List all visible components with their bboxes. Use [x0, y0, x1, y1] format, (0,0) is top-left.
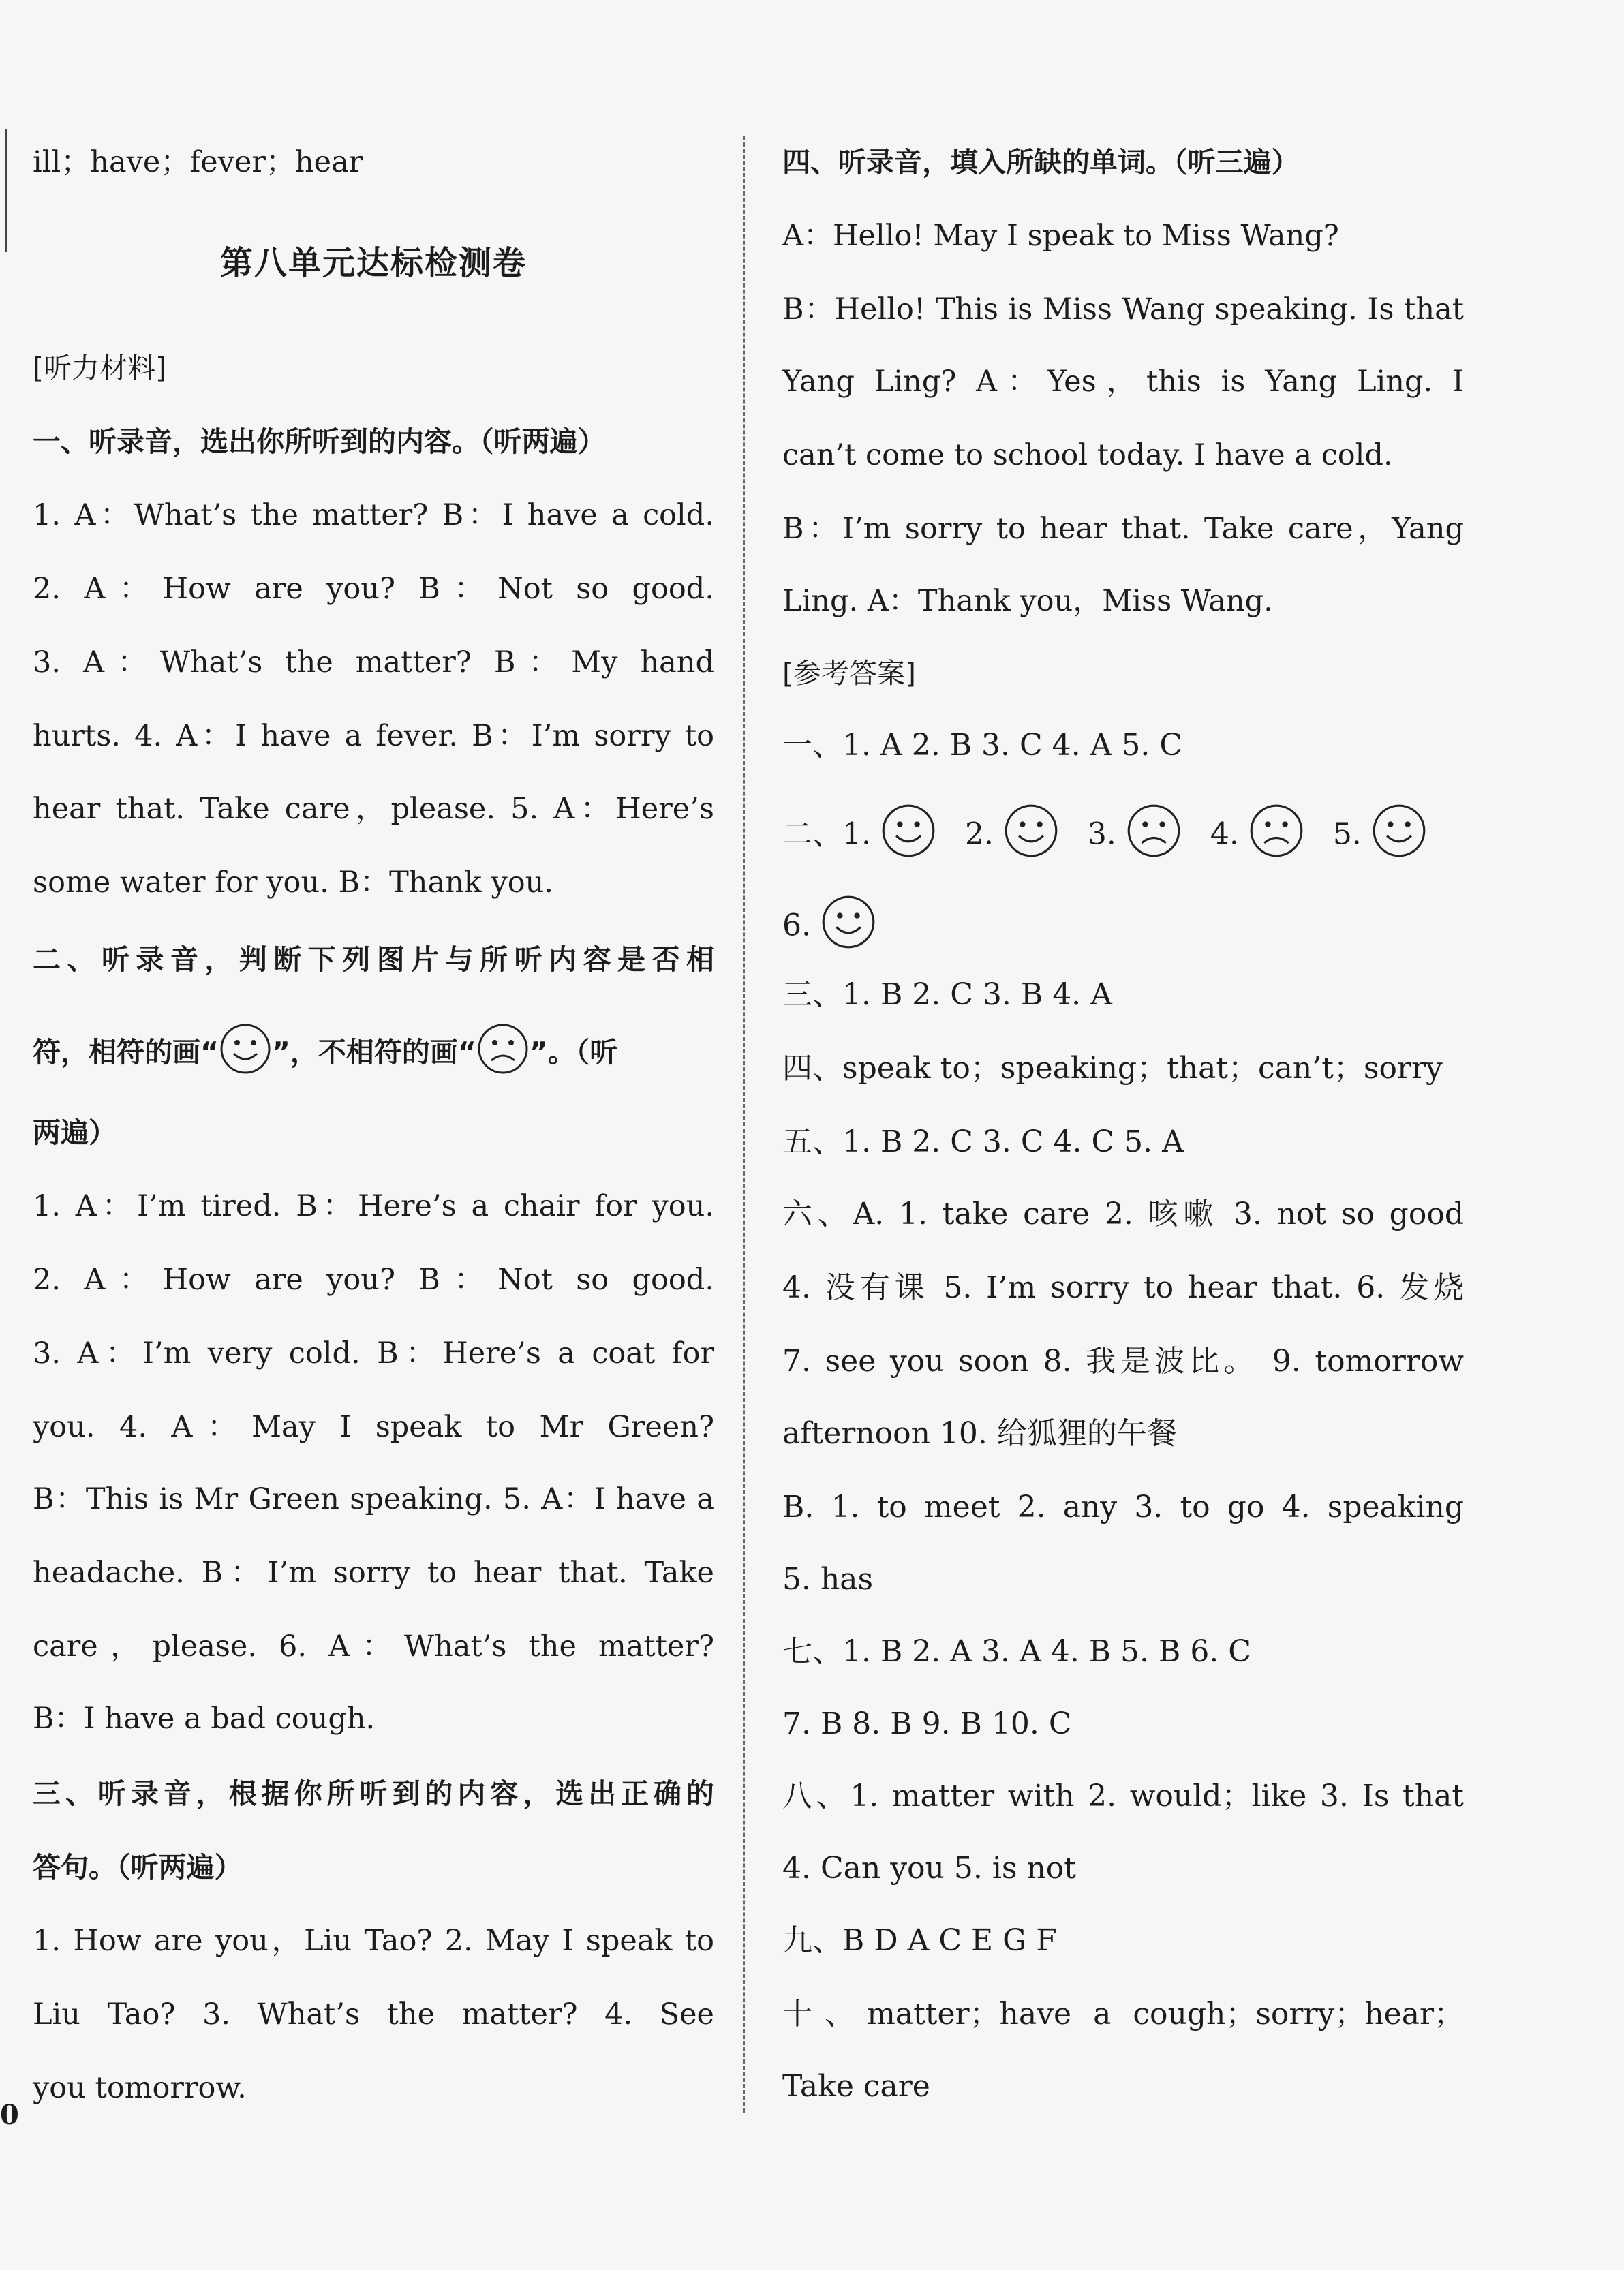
sad-face-icon — [476, 1022, 530, 1086]
smiley-face-icon — [219, 1022, 272, 1086]
s1-line: 3. A：What’s the matter? B：My hand — [33, 645, 714, 679]
answer-6-line: afternoon 10. 给狐狸的午餐 — [782, 1416, 1177, 1451]
section3-heading-line1: 三、听录音，根据你所听到的内容，选出正确的 — [33, 1777, 714, 1810]
page-number: 0 — [0, 2099, 19, 2131]
s4-line: A：Hello! May I speak to Miss Wang? — [782, 219, 1339, 253]
s2-line: you. 4. A：May I speak to Mr Green? — [33, 1410, 714, 1444]
smiley-face-icon — [1371, 803, 1427, 870]
answer-2-item: 4. — [1210, 816, 1239, 852]
answer-6-line: B. 1. to meet 2. any 3. to go 4. speaking — [782, 1490, 1464, 1524]
answer-2-item: 2. — [964, 816, 994, 852]
s3-line: you tomorrow. — [33, 2071, 247, 2105]
answer-2-prefix: 二、1. — [782, 816, 871, 852]
answer-8-line: 八、1. matter with 2. would；like 3. Is that — [782, 1779, 1464, 1813]
s1-line: hear that. Take care，please. 5. A：Here’s — [33, 792, 714, 826]
sad-face-icon — [1126, 803, 1182, 870]
smiley-face-icon — [1003, 803, 1059, 870]
s2-line: B：I have a bad cough. — [33, 1702, 376, 1736]
answer-6-line: 5. has — [782, 1562, 874, 1597]
answer-8-line: 4. Can you 5. is not — [782, 1851, 1076, 1886]
answer-2 — [782, 803, 1464, 870]
section2-heading-line3: 两遍） — [33, 1116, 117, 1149]
s2-line: 2. A：How are you? B：Not so good. — [33, 1263, 714, 1297]
answers-label: [参考答案] — [782, 657, 916, 690]
s4-line: Ling. A：Thank you，Miss Wang. — [782, 584, 1273, 618]
smiley-face-icon — [880, 803, 936, 870]
answer-2-last: 6. — [782, 908, 811, 943]
answer-2-item: 3. — [1087, 816, 1116, 852]
prev-answer-line: ill；have；fever；hear — [33, 145, 363, 179]
margin-rule — [5, 129, 7, 252]
section3-heading-line2: 答句。（听两遍） — [33, 1851, 243, 1884]
answer-10-line: 十、matter；have a cough；sorry；hear； — [782, 1997, 1464, 2031]
answer-3: 三、1. B 2. C 3. B 4. A — [782, 977, 1112, 1012]
s1-line: hurts. 4. A：I have a fever. B：I’m sorry to — [33, 719, 714, 753]
answer-6-line: 7. see you soon 8. 我是波比。 9. tomorrow — [782, 1344, 1464, 1379]
answer-1: 一、1. A 2. B 3. C 4. A 5. C — [782, 728, 1182, 763]
s1-line: 2. A：How are you? B：Not so good. — [33, 572, 714, 606]
section2-heading-line1: 二、听录音，判断下列图片与所听内容是否相 — [33, 943, 714, 976]
s3-line: Liu Tao? 3. What’s the matter? 4. See — [33, 1997, 714, 2031]
answer-7-line: 七、1. B 2. A 3. A 4. B 5. B 6. C — [782, 1634, 1251, 1669]
s2-line: 3. A：I’m very cold. B：Here’s a coat for — [33, 1336, 714, 1370]
s2-line: B：This is Mr Green speaking. 5. A：I have a — [33, 1482, 714, 1516]
materials-label: [听力材料] — [33, 352, 166, 384]
s1-line: 1. A：What’s the matter? B：I have a cold. — [33, 498, 714, 532]
smiley-face-icon — [821, 894, 876, 961]
s1-line: some water for you. B：Thank you. — [33, 865, 554, 900]
section1-heading: 一、听录音，选出你所听到的内容。（听两遍） — [33, 425, 606, 458]
section4-heading: 四、听录音，填入所缺的单词。（听三遍） — [782, 146, 1300, 179]
s4-line: Yang Ling? A：Yes，this is Yang Ling. I — [782, 365, 1464, 399]
answer-2-item: 5. — [1332, 816, 1362, 852]
answer-4: 四、speak to；speaking；that；can’t；sorry — [782, 1051, 1443, 1086]
s4-line: can’t come to school today. I have a cold. — [782, 438, 1393, 472]
s2-line: care，please. 6. A：What’s the matter? — [33, 1629, 714, 1663]
s2-line: 1. A：I’m tired. B：Here’s a chair for you. — [33, 1189, 714, 1223]
answer-9: 九、B D A C E G F — [782, 1923, 1057, 1958]
s2-heading-part-b: ”，不相符的画“ — [271, 1036, 476, 1069]
column-divider — [743, 136, 745, 2113]
s4-line: B：I’m sorry to hear that. Take care，Yang — [782, 512, 1464, 546]
s3-line: 1. How are you，Liu Tao? 2. May I speak to — [33, 1924, 714, 1958]
s2-heading-part-c: ”。（听 — [529, 1036, 618, 1069]
s2-heading-part-a: 符，相符的画“ — [33, 1036, 219, 1069]
sad-face-icon — [1248, 803, 1304, 870]
s4-line: B：Hello! This is Miss Wang speaking. Is that — [782, 292, 1464, 326]
s2-line: headache. B：I’m sorry to hear that. Take — [33, 1556, 714, 1590]
answer-7-line: 7. B 8. B 9. B 10. C — [782, 1706, 1072, 1741]
answer-10-line: Take care — [782, 2069, 930, 2104]
section2-heading-line2 — [33, 1022, 714, 1086]
answer-6-line: 4. 没有课 5. I’m sorry to hear that. 6. 发烧 — [782, 1270, 1464, 1305]
answer-2-cont — [782, 894, 1464, 961]
unit-title: 第八单元达标检测卷 — [219, 244, 527, 282]
answer-5: 五、1. B 2. C 3. C 4. C 5. A — [782, 1124, 1184, 1159]
answer-6-line: 六、A. 1. take care 2. 咳嗽 3. not so good — [782, 1197, 1464, 1231]
